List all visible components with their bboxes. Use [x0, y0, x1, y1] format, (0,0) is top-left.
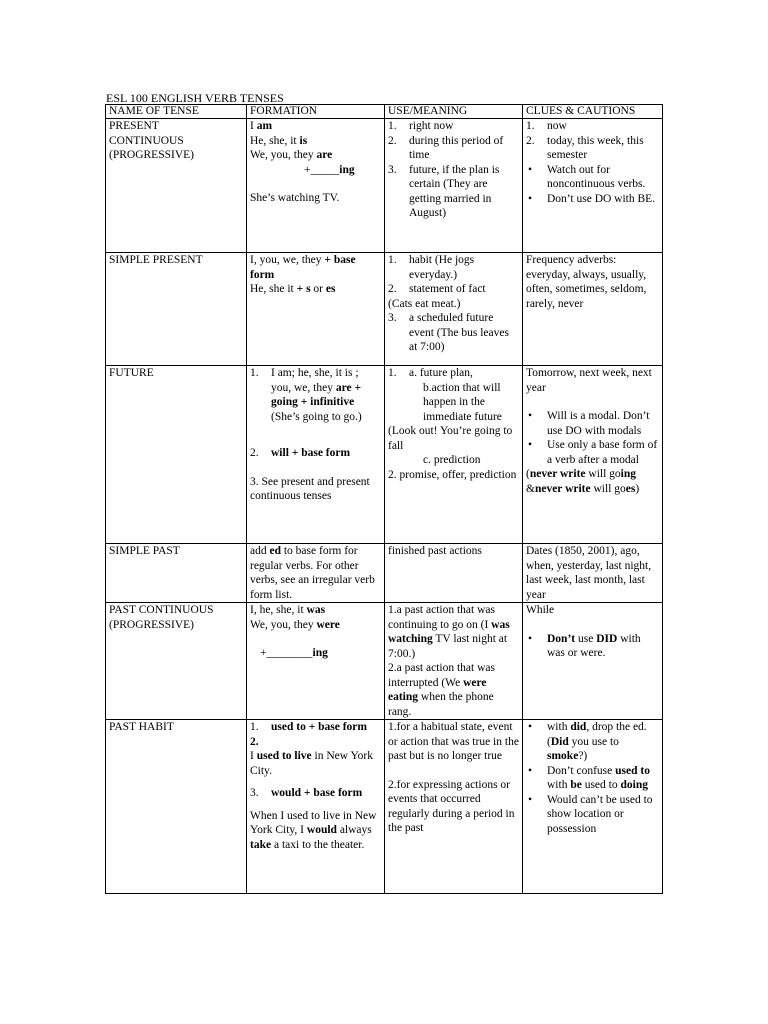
- list-item: 2.: [250, 735, 259, 748]
- header-clues-cautions: CLUES & CAUTIONS: [523, 105, 663, 119]
- use-cell: 1. a. future plan, b.action that will happen in the immediate future (Look out! You’re going to fall c. prediction 2. promise, offer, prediction: [385, 366, 523, 544]
- row-past-habit: [106, 720, 663, 894]
- list-item: • Will is a modal. Don’t use DO with modals: [526, 409, 659, 438]
- row-present-continuous: [106, 119, 663, 253]
- tense-name: PAST HABIT: [106, 720, 247, 894]
- list-item: • Watch out for noncontinuous verbs.: [526, 163, 659, 192]
- row-past-continuous: [106, 603, 663, 720]
- example-sentence: She’s watching TV.: [250, 192, 340, 204]
- list-item: 1. used to + base form: [250, 720, 381, 735]
- list-item: 1. now: [526, 119, 659, 134]
- list-item: • Don’t use DO with BE.: [526, 192, 659, 207]
- list-item: 1. right now: [388, 119, 519, 134]
- use-cell: 1.a past action that was continuing to go on (I was watching TV last night at 7:00.) 2.a past action that was interrupted (We were eating when the phone rang.: [385, 603, 523, 720]
- list-item: • Use only a base form of a verb after a modal: [526, 438, 659, 467]
- tense-name: PAST CONTINUOUS (PROGRESSIVE): [106, 603, 247, 720]
- list-item: • Don’t confuse used to with be used to doing: [526, 764, 659, 793]
- formation-cell: I am He, she, it is We, you, they are +_____ing She’s watching TV.: [247, 119, 385, 253]
- list-item: 2. statement of fact: [388, 282, 519, 297]
- verb-tenses-table: [105, 104, 663, 894]
- clues-cell: [523, 720, 663, 894]
- formation-cell: 1. I am; he, she, it is ; you, we, they are + going + infinitive (She’s going to go.) 2. will + base form 3. See present and present continuous tenses: [247, 366, 385, 544]
- clues-cell: Tomorrow, next week, next year • Will is a modal. Don’t use DO with modals • Use only a base form of a verb after a modal (never write will going &never write will goes): [523, 366, 663, 544]
- list-item: 1. I am; he, she, it is ; you, we, they are + going + infinitive (She’s going to go.): [250, 366, 381, 424]
- document-title: ESL 100 ENGLISH VERB TENSES: [106, 91, 284, 105]
- formation-cell: I, he, she, it was We, you, they were +________ing: [247, 603, 385, 720]
- use-cell: [385, 119, 523, 253]
- row-future: [106, 366, 663, 544]
- row-simple-present: [106, 253, 663, 366]
- list-item: • Don’t use DID with was or were.: [526, 632, 659, 661]
- tense-name: SIMPLE PAST: [106, 544, 247, 603]
- row-simple-past: [106, 544, 663, 603]
- formation-cell: add ed to base form for regular verbs. For other verbs, see an irregular verb form list.: [247, 544, 385, 603]
- list-item: 3. a scheduled future event (The bus leaves at 7:00): [388, 311, 519, 355]
- header-formation: FORMATION: [247, 105, 385, 119]
- tense-name: SIMPLE PRESENT: [106, 253, 247, 366]
- header-use-meaning: USE/MEANING: [385, 105, 523, 119]
- list-item: 3. future, if the plan is certain (They are getting married in August): [388, 163, 519, 221]
- tense-name: PRESENT CONTINUOUS (PROGRESSIVE): [106, 119, 247, 253]
- list-item: 2. today, this week, this semester: [526, 134, 659, 163]
- clues-cell: [523, 119, 663, 253]
- list-item: 1. a. future plan, b.action that will happen in the immediate future: [388, 366, 519, 424]
- formation-cell: 1. used to + base form 2. I used to live in New York City. 3. would + base form When I used to live in New York City, I would always take a taxi to the theater.: [247, 720, 385, 894]
- header-name-of-tense: NAME OF TENSE: [106, 105, 247, 119]
- list-item: • with did, drop the ed. (Did you use to smoke?): [526, 720, 659, 764]
- clues-cell: While • Don’t use DID with was or were.: [523, 603, 663, 720]
- clues-cell: Dates (1850, 2001), ago, when, yesterday, last night, last week, last month, last year: [523, 544, 663, 603]
- use-cell: 1.for a habitual state, event or action that was true in the past but is no longer true 2.for expressing actions or events that occurred regularly during a period in the past: [385, 720, 523, 894]
- use-cell: 1. habit (He jogs everyday.) 2. statement of fact (Cats eat meat.) 3. a scheduled future event (The bus leaves at 7:00): [385, 253, 523, 366]
- list-item: • Would can’t be used to show location or possession: [526, 793, 659, 837]
- use-cell: finished past actions: [385, 544, 523, 603]
- list-item: 3. would + base form: [250, 786, 381, 801]
- formation-cell: I, you, we, they + base form He, she it + s or es: [247, 253, 385, 366]
- tense-name: FUTURE: [106, 366, 247, 544]
- list-item: 1. habit (He jogs everyday.): [388, 253, 519, 282]
- clues-cell: Frequency adverbs: everyday, always, usually, often, sometimes, seldom, rarely, never: [523, 253, 663, 366]
- list-item: 2. during this period of time: [388, 134, 519, 163]
- header-row: [106, 105, 663, 119]
- list-item: 2. will + base form: [250, 446, 381, 461]
